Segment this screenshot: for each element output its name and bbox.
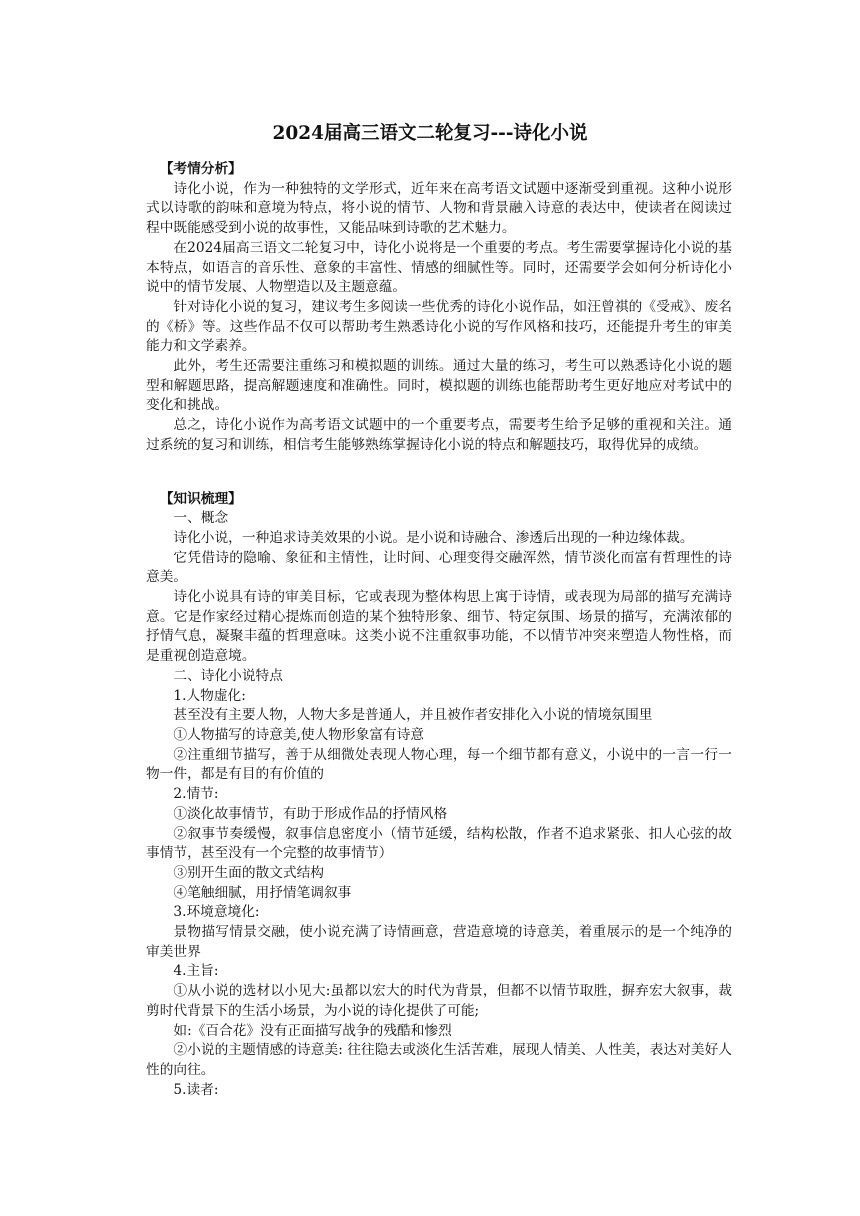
paragraph: 在2024届高三语文二轮复习中，诗化小说将是一个重要的考点。考生需要掌握诗化小说的基本特点，如语言的音乐性、意象的丰富性、情感的细腻性等。同时，还需要学会如何分析诗化小说中的情节发展、人物塑造以及主题意蕴。: [146, 239, 732, 296]
paragraph: 此外，考生还需要注重练习和模拟题的训练。通过大量的练习，考生可以熟悉诗化小说的题型和解题思路，提高解题速度和准确性。同时，模拟题的训练也能帮助考生更好地应对考试中的变化和挑战。: [146, 358, 732, 414]
paragraph: 针对诗化小说的复习，建议考生多阅读一些优秀的诗化小说作品，如汪曾祺的《受戒》、废名的《桥》等。这些作品不仅可以帮助考生熟悉诗化小说的写作风格和技巧，还能提升考生的审美能力和文学素养。: [146, 298, 732, 355]
list-item: ②小说的主题情感的诗意美: 往往隐去或淡化生活苦难，展现人情美、人性美，表达对美好人性的向往。: [146, 1042, 732, 1078]
list-item: ②注重细节描写，善于从细微处表现人物心理，每一个细节都有意义，小说中的一言一行一物一件，都是有目的有价值的: [146, 746, 732, 783]
section-spacer: [146, 456, 732, 490]
list-heading: 1.人物虚化:: [173, 687, 246, 704]
paragraph: 甚至没有主要人物，人物大多是普通人，并且被作者安排化入小说的情境氛围里: [173, 707, 653, 724]
paragraph: 诗化小说，一种追求诗美效果的小说。是小说和诗融合、渗透后出现的一种边缘体裁。: [173, 529, 694, 546]
paragraph: 它凭借诗的隐喻、象征和主情性，让时间、心理变得交融浑然，情节淡化而富有哲理性的诗意美。: [146, 549, 732, 586]
list-item: ①淡化故事情节，有助于形成作品的抒情风格: [173, 805, 448, 822]
list-heading: 5.读者:: [173, 1081, 219, 1098]
list-heading: 4.主旨:: [173, 963, 219, 980]
list-item: ①从小说的选材以小见大:虽都以宏大的时代为背景，但都不以情节取胜，摒弃宏大叙事，裁剪时代背景下的生活小场景，为小说的诗化提供了可能;: [146, 983, 732, 1019]
list-heading: 3.环境意境化:: [173, 904, 260, 921]
paragraph: 总之，诗化小说作为高考语文试题中的一个重要考点，需要考生给予足够的重视和关注。通过系统的复习和训练，相信考生能够熟练掌握诗化小说的特点和解题技巧，取得优异的成绩。: [146, 417, 732, 453]
list-item: ③别开生面的散文式结构: [173, 864, 324, 881]
list-item: ①人物描写的诗意美,使人物形象富有诗意: [173, 726, 425, 743]
paragraph: 诗化小说具有诗的审美目标，它或表现为整体构思上寓于诗情，或表现为局部的描写充满诗意。它是作家经过精心提炼而创造的某个独特形象、细节、特定氛围、场景的描写，充满浓郁的抒情气息，凝聚丰蕴的哲理意味。这类小说不注重叙事功能，不以情节冲突来塑造人物性格，而是重视创造意境。: [146, 589, 732, 665]
section-heading-knowledge: 【知识梳理】: [159, 490, 242, 507]
list-item: ②叙事节奏缓慢，叙事信息密度小（情节延缓，结构松散，作者不追求紧张、扣人心弦的故事情节，甚至没有一个完整的故事情节）: [146, 825, 732, 862]
paragraph: 景物描写情景交融，使小说充满了诗情画意，营造意境的诗意美，着重展示的是一个纯净的审美世界: [146, 924, 732, 960]
example-text: 如:《百合花》没有正面描写战争的残酷和惨烈: [173, 1022, 452, 1039]
subheading: 二、诗化小说特点: [173, 667, 283, 684]
list-heading: 2.情节:: [173, 786, 219, 803]
document-body: [146, 160, 732, 1100]
section-heading-analysis: 【考情分析】: [159, 161, 242, 177]
document-title: 2024届高三语文二轮复习---诗化小说: [272, 123, 588, 144]
list-item: ④笔触细腻，用抒情笔调叙事: [173, 884, 352, 901]
subheading: 一、概念: [173, 510, 229, 527]
paragraph: 诗化小说，作为一种独特的文学形式，近年来在高考语文试题中逐渐受到重视。这种小说形式以诗歌的韵味和意境为特点，将小说的情节、人物和背景融入诗意的表达中，使读者在阅读过程中既能感受到小说的故事性，又能品味到诗歌的艺术魅力。: [146, 180, 732, 237]
